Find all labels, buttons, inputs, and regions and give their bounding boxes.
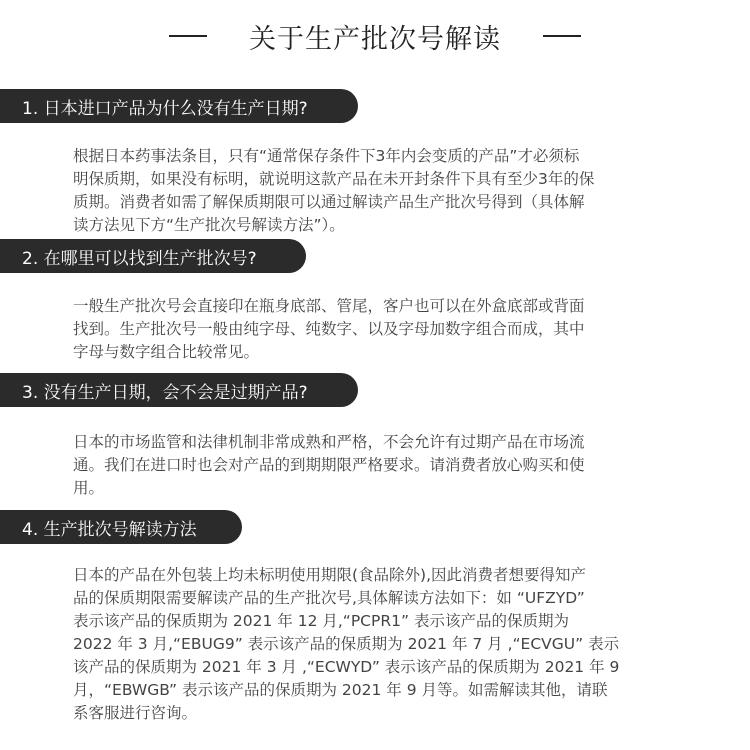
body-line: 该产品的保质期为 2021 年 3 月 ,“ECWYD” 表示该产品的保质期为 2021 年 9: [73, 658, 620, 676]
body-line: 表示该产品的保质期为 2021 年 12 月,“PCPR1” 表示该产品的保质期为: [73, 612, 569, 630]
body-line: 一般生产批次号会直接印在瓶身底部、管尾，客户也可以在外盒底部或背面: [73, 297, 585, 315]
body-line: 日本的产品在外包装上均未标明使用期限(食品除外),因此消费者想要得知产: [73, 566, 587, 584]
body-line: 系客服进行咨询。: [73, 704, 198, 722]
body-line: 找到。生产批次号一般由纯字母、纯数字、以及字母加数字组合而成，其中: [73, 320, 585, 338]
section-body-2: [73, 295, 683, 364]
body-line: 2022 年 3 月,“EBUG9” 表示该产品的保质期为 2021 年 7 月 ,“ECVGU” 表示: [73, 635, 620, 653]
page-header: [0, 14, 750, 58]
left-dash-divider: [169, 35, 207, 37]
body-line: 读方法见下方“生产批次号解读方法”）。: [73, 216, 345, 234]
page-title: 关于生产批次号解读: [249, 23, 501, 55]
section-heading-3: 3. 没有生产日期，会不会是过期产品?: [0, 373, 358, 407]
section-heading-2: 2. 在哪里可以找到生产批次号?: [0, 239, 306, 273]
body-line: 明保质期，如果没有标明，就说明这款产品在未开封条件下具有至少3年的保: [73, 170, 595, 188]
section-body-3: [73, 431, 683, 500]
section-heading-1: 1. 日本进口产品为什么没有生产日期?: [0, 89, 358, 123]
body-line: 品的保质期限需要解读产品的生产批次号,具体解读方法如下：如 “UFZYD”: [73, 589, 585, 607]
body-line: 日本的市场监管和法律机制非常成熟和严格，不会允许有过期产品在市场流: [73, 433, 585, 451]
section-heading-4: 4. 生产批次号解读方法: [0, 510, 242, 544]
section-body-1: [73, 145, 683, 237]
body-line: 通。我们在进口时也会对产品的到期期限严格要求。请消费者放心购买和使: [73, 456, 585, 474]
body-line: 字母与数字组合比较常见。: [73, 343, 260, 361]
body-line: 根据日本药事法条目，只有“通常保存条件下3年内会变质的产品”才必须标: [73, 147, 580, 165]
right-dash-divider: [543, 35, 581, 37]
body-line: 用。: [73, 479, 105, 497]
body-line: 质期。消费者如需了解保质期限可以通过解读产品生产批次号得到（具体解: [73, 193, 585, 211]
body-line: 月，“EBWGB” 表示该产品的保质期为 2021 年 9 月等。如需解读其他，请联: [73, 681, 608, 699]
section-body-4: [73, 564, 683, 725]
